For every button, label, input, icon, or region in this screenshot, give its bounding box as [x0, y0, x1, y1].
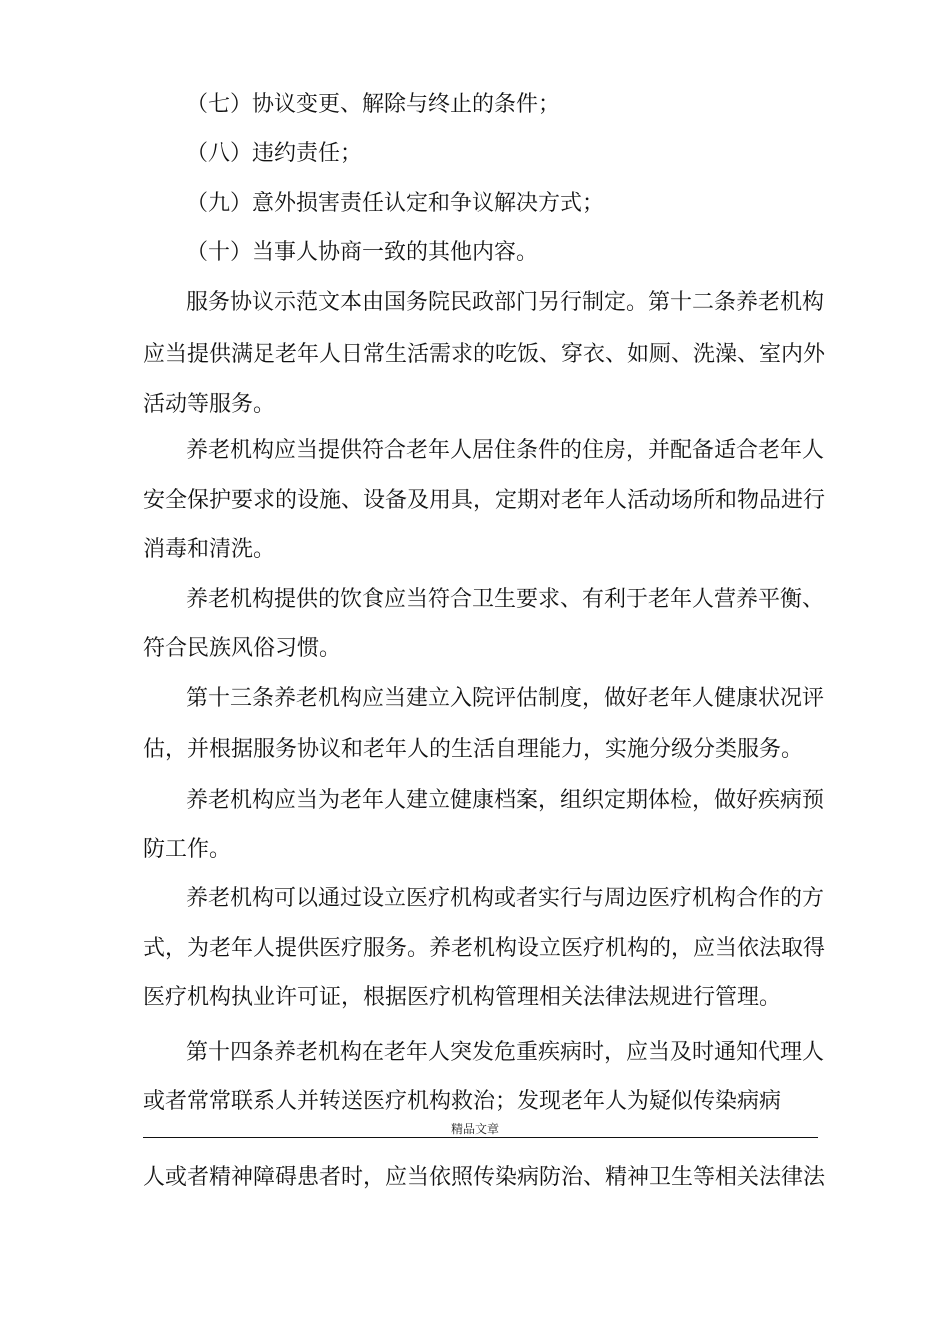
- continuation-line: 人或者精神障碍患者时，应当依照传染病防治、精神卫生等相关法律法: [143, 1165, 826, 1190]
- text-line: 估，并根据服务协议和老年人的生活自理能力，实施分级分类服务。: [143, 737, 804, 762]
- text-line: 符合民族风俗习惯。: [143, 636, 342, 661]
- text-line: （七）协议变更、解除与终止的条件；: [186, 92, 561, 117]
- text-line: 式，为老年人提供医疗服务。养老机构设立医疗机构的，应当依法取得: [143, 936, 826, 961]
- footer-divider: [143, 1137, 818, 1138]
- text-line: 或者常常联系人并转送医疗机构救治；发现老年人为疑似传染病病: [143, 1089, 782, 1114]
- page-footer: 精品文章: [450, 1122, 499, 1136]
- text-line: 应当提供满足老年人日常生活需求的吃饭、穿衣、如厕、洗澡、室内外: [143, 342, 826, 367]
- text-line: 第十四条养老机构在老年人突发危重疾病时，应当及时通知代理人: [186, 1040, 825, 1065]
- text-line: 防工作。: [143, 837, 232, 862]
- text-line: （十）当事人协商一致的其他内容。: [186, 240, 539, 265]
- text-line: 养老机构提供的饮食应当符合卫生要求、有利于老年人营养平衡、: [186, 587, 825, 612]
- text-line: 医疗机构执业许可证，根据医疗机构管理相关法律法规进行管理。: [143, 985, 782, 1010]
- text-line: 活动等服务。: [143, 392, 276, 417]
- text-line: 消毒和清洗。: [143, 537, 276, 562]
- text-line: （八）违约责任；: [186, 141, 363, 166]
- text-line: 养老机构应当为老年人建立健康档案，组织定期体检，做好疾病预: [186, 788, 825, 813]
- text-line: 养老机构可以通过设立医疗机构或者实行与周边医疗机构合作的方: [186, 886, 825, 911]
- text-line: 第十三条养老机构应当建立入院评估制度，做好老年人健康状况评: [186, 686, 825, 711]
- text-line: 安全保护要求的设施、设备及用具，定期对老年人活动场所和物品进行: [143, 488, 826, 513]
- text-line: 服务协议示范文本由国务院民政部门另行制定。第十二条养老机构: [186, 290, 825, 315]
- text-line: 养老机构应当提供符合老年人居住条件的住房，并配备适合老年人: [186, 438, 825, 463]
- text-line: （九）意外损害责任认定和争议解决方式；: [186, 191, 605, 216]
